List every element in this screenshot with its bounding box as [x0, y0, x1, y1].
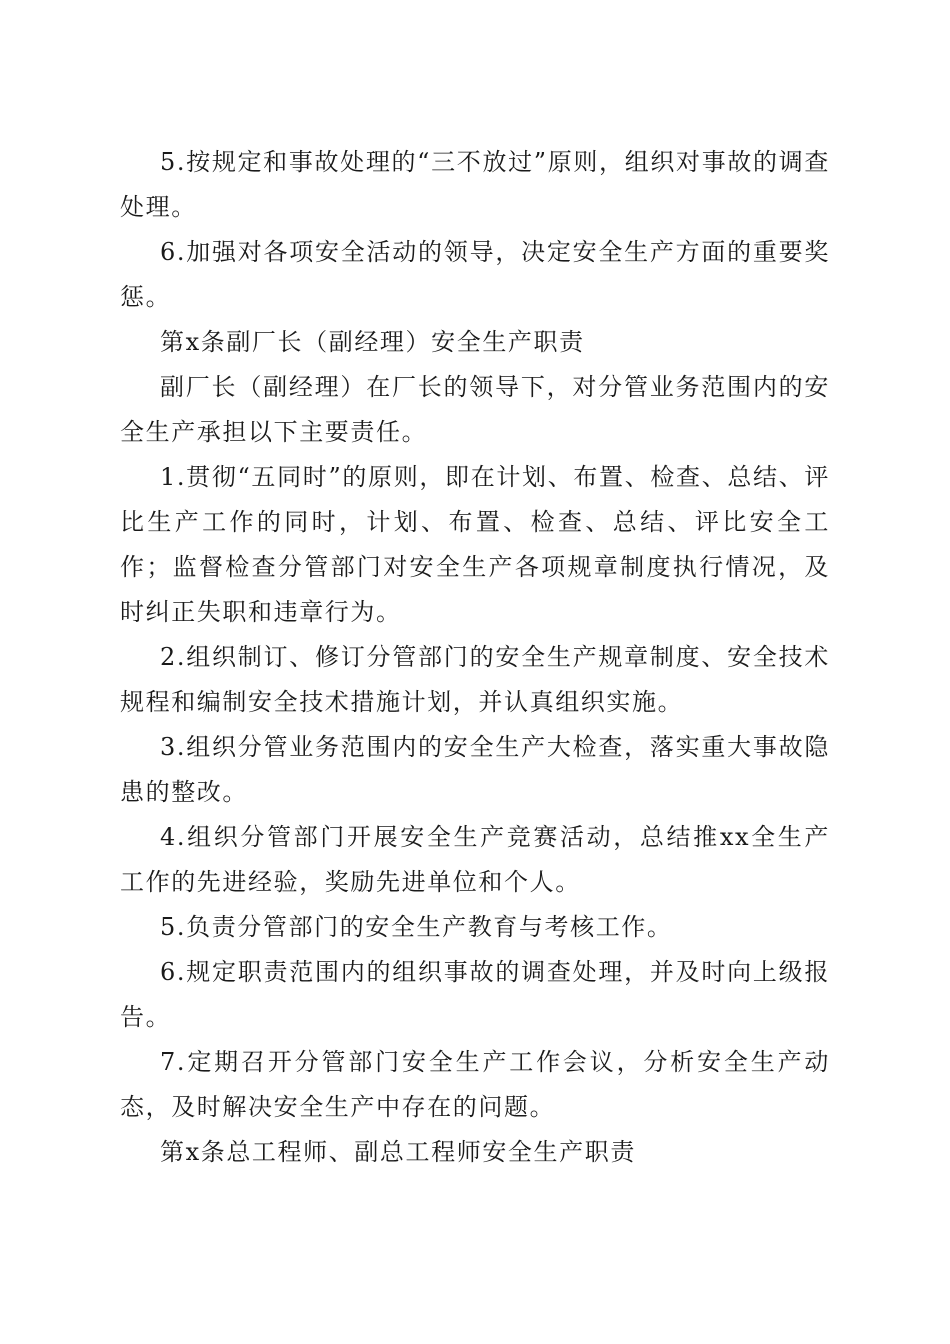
- paragraph-item-6-investigation: 6.规定职责范围内的组织事故的调查处理，并及时向上级报告。: [120, 958, 830, 1031]
- paragraph-deputy-director-intro: 副厂长（副经理）在厂长的领导下，对分管业务范围内的安全生产承担以下主要责任。: [120, 373, 830, 446]
- paragraph-item-7-meetings: 7.定期召开分管部门安全生产工作会议，分析安全生产动态，及时解决安全生产中存在的问题。: [120, 1048, 830, 1121]
- section-heading-chief-engineer: 第x条总工程师、副总工程师安全生产职责: [160, 1138, 636, 1166]
- paragraph-item-1-five-simultaneous: 1.贯彻“五同时”的原则，即在计划、布置、检查、总结、评比生产工作的同时，计划、布置、检查、总结、评比安全工作；监督检查分管部门对安全生产各项规章制度执行情况，及时纠正失职和违章行为。: [120, 463, 830, 626]
- paragraph-item-5-education: 5.负责分管部门的安全生产教育与考核工作。: [160, 913, 673, 941]
- paragraph-item-2-regulations: 2.组织制订、修订分管部门的安全生产规章制度、安全技术规程和编制安全技术措施计划，并认真组织实施。: [120, 643, 830, 716]
- paragraph-item-6-rewards-penalties: 6.加强对各项安全活动的领导，决定安全生产方面的重要奖惩。: [120, 238, 830, 311]
- paragraph-item-4-competition: 4.组织分管部门开展安全生产竞赛活动，总结推xx全生产工作的先进经验，奖励先进单位和个人。: [120, 823, 830, 896]
- paragraph-item-5-accident-handling: 5.按规定和事故处理的“三不放过”原则，组织对事故的调查处理。: [120, 148, 830, 221]
- paragraph-item-3-inspection: 3.组织分管业务范围内的安全生产大检查，落实重大事故隐患的整改。: [120, 733, 830, 806]
- section-heading-deputy-director: 第x条副厂长（副经理）安全生产职责: [160, 328, 585, 356]
- document-body: [120, 140, 830, 1175]
